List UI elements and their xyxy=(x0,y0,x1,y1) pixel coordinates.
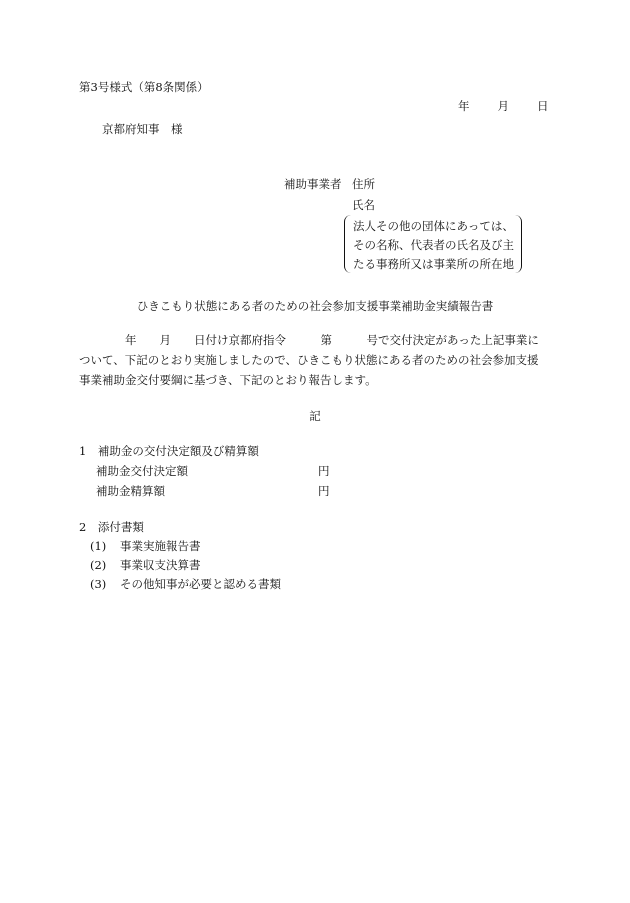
date-month: 月 xyxy=(497,99,509,113)
grant-settlement-amount-label: 補助金精算額 xyxy=(96,484,165,498)
corporate-note-bracket xyxy=(344,215,522,273)
document-title: ひきこもり状態にある者のための社会参加支援事業補助金実績報告書 xyxy=(136,299,494,313)
attachment-number: (1) xyxy=(90,539,107,553)
date-line xyxy=(458,98,549,114)
attachment-label: 事業実施報告書 xyxy=(120,539,201,553)
applicant-label: 補助事業者 xyxy=(284,177,342,191)
name-label: 氏名 xyxy=(352,198,375,212)
attachment-number: (3) xyxy=(90,577,107,591)
attachment-item xyxy=(90,557,201,573)
yen-unit: 円 xyxy=(318,484,330,498)
grant-decision-amount-label: 補助金交付決定額 xyxy=(96,464,188,478)
body-line: ついて、下記のとおり実施しましたので、ひきこもり状態にある者のための社会参加支援 xyxy=(79,353,539,367)
attachment-label: その他知事が必要と認める書類 xyxy=(120,577,281,591)
addressee: 京都府知事 様 xyxy=(102,122,183,136)
date-day: 日 xyxy=(537,99,549,113)
note-line: 法人その他の団体にあっては、 xyxy=(353,219,514,233)
attachment-item xyxy=(90,538,201,554)
yen-unit: 円 xyxy=(318,464,330,478)
attachment-item xyxy=(90,576,281,592)
section2-heading: 2 添付書類 xyxy=(79,520,144,534)
ki-marker: 記 xyxy=(309,409,321,423)
note-line: たる事務所又は事業所の所在地 xyxy=(353,257,514,271)
address-label: 住所 xyxy=(352,177,375,191)
body-line: 年 月 日付け京都府指令 第 号で交付決定があった上記事業に xyxy=(79,333,539,347)
section1-heading: 1 補助金の交付決定額及び精算額 xyxy=(79,444,259,458)
form-number: 第3号様式（第8条関係） xyxy=(79,80,209,94)
body-paragraph xyxy=(79,330,551,390)
body-line: 事業補助金交付要綱に基づき、下記のとおり報告します。 xyxy=(79,373,377,387)
date-year: 年 xyxy=(458,99,470,113)
note-line: その名称、代表者の氏名及び主 xyxy=(353,238,514,252)
attachment-number: (2) xyxy=(90,558,107,572)
attachment-label: 事業収支決算書 xyxy=(120,558,201,572)
